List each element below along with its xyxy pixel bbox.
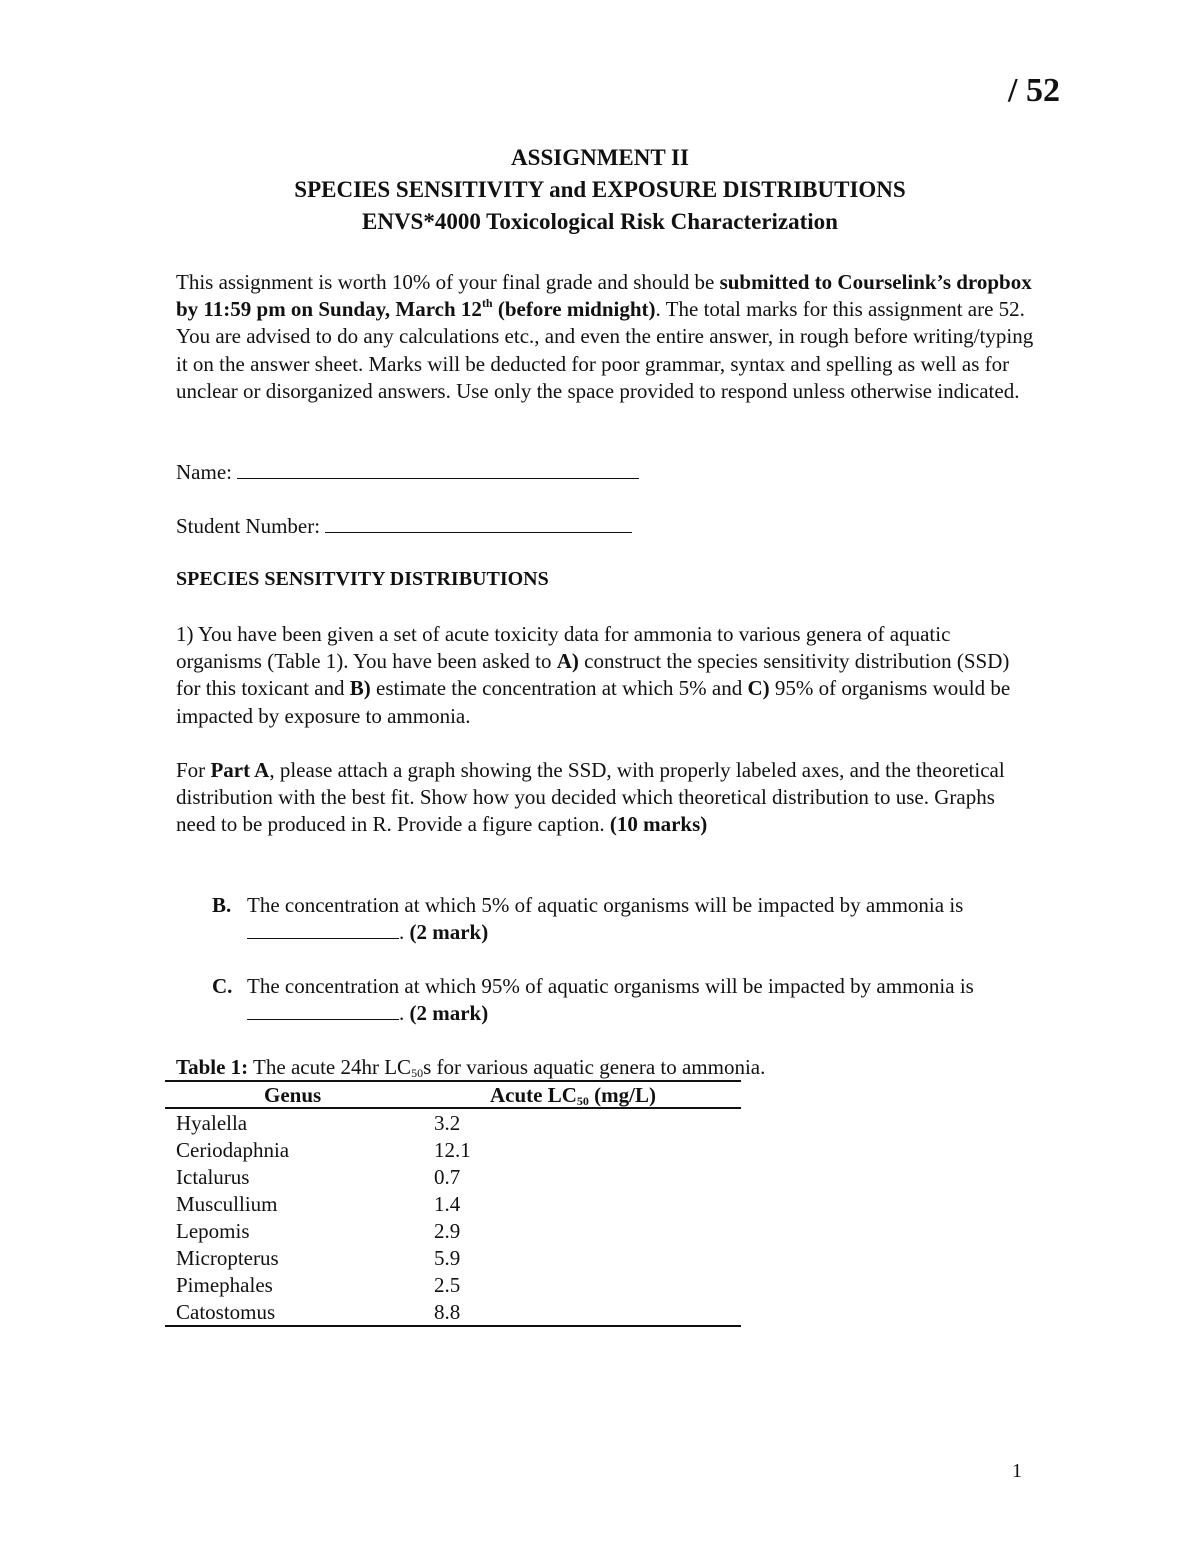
table-cell-lc50: 3.2 (434, 1111, 461, 1135)
table-cell-genus: Ceriodaphnia (176, 1138, 290, 1162)
course-title: ENVS*4000 Toxicological Risk Characterization (362, 209, 838, 234)
table-cell-genus: Ictalurus (176, 1165, 250, 1189)
table-header-genus: Genus (264, 1083, 322, 1107)
table-cell-genus: Catostomus (176, 1300, 276, 1324)
part-c-letter: C. (212, 974, 233, 998)
part-b-question: B. The concentration at which 5% of aquatic organisms will be impacted by ammonia is . (2 mark) (212, 893, 964, 945)
table-cell-genus: Pimephales (176, 1273, 273, 1297)
table-cell-genus: Micropterus (176, 1246, 279, 1270)
table-cell-genus: Lepomis (176, 1219, 250, 1243)
part-a-instructions: For Part A, please attach a graph showing the SSD, with properly labeled axes, and the theoretical distribution with the best fit. Show how you decided which theoretical distribution to use. Graphs need to be produced in R. Provide a figure caption. (10 marks) (176, 758, 1005, 837)
part-b-answer-blank[interactable] (247, 920, 399, 939)
table-cell-genus: Hyalella (176, 1111, 248, 1135)
section-heading: SPECIES SENSITVITY DISTRIBUTIONS (176, 568, 549, 590)
table-top-rule (165, 1080, 741, 1082)
assignment-title: ASSIGNMENT II (511, 145, 689, 170)
student-number-label: Student Number: (176, 514, 326, 538)
student-number-field[interactable] (176, 513, 1036, 540)
table-caption: Table 1: The acute 24hr $LC_{50}s$ for various aquatic genera to ammonia. (176, 1055, 766, 1080)
table-cell-lc50: 12.1 (434, 1138, 471, 1162)
part-c-answer-blank[interactable] (247, 1001, 399, 1020)
table-header-rule (165, 1107, 741, 1109)
table-cell-lc50: 8.8 (434, 1300, 461, 1324)
page-number: 1 (1012, 1460, 1022, 1482)
assignment-subtitle: SPECIES SENSITIVITY and EXPOSURE DISTRIBUTIONS (294, 177, 906, 202)
part-c-question: C. The concentration at which 95% of aquatic organisms will be impacted by ammonia is . (2 mark) (212, 974, 974, 1026)
student-number-input-line[interactable] (325, 514, 632, 533)
table-cell-lc50: 1.4 (434, 1192, 461, 1216)
table-cell-genus: Muscullium (176, 1192, 278, 1216)
name-label: Name: (176, 460, 238, 484)
table-cell-lc50: 5.9 (434, 1246, 461, 1270)
intro-paragraph: This assignment is worth 10% of your final grade and should be submitted to Courselink’s dropbox by 11:59 pm on Sunday, March 12th (before midnight). The total marks for this assignment are 52. You are advised to do any calculations etc., and even the entire answer, in rough before writing/typing it on the answer sheet. Marks will be deducted for poor grammar, syntax and spelling as well as for unclear or disorganized answers. Use only the space provided to respond unless otherwise indicated. (176, 270, 1034, 403)
table-cell-lc50: 2.9 (434, 1219, 461, 1243)
name-field[interactable] (176, 459, 1036, 486)
table-cell-lc50: 0.7 (434, 1165, 461, 1189)
name-input-line[interactable] (237, 460, 639, 479)
total-score: / 52 (1008, 72, 1060, 109)
table-header-lc50: Acute $LC_{50}$ (mg/L) (490, 1083, 656, 1108)
table-bottom-rule (165, 1325, 741, 1327)
question-1: 1) You have been given a set of acute toxicity data for ammonia to various genera of aquatic organisms (Table 1). You have been asked to A) construct the species sensitivity distribution (SSD) for this toxicant and B) estimate the concentration at which 5% and C) 95% of organisms would be impacted by exposure to ammonia. (176, 622, 1011, 728)
table-cell-lc50: 2.5 (434, 1273, 461, 1297)
part-b-letter: B. (212, 893, 232, 917)
